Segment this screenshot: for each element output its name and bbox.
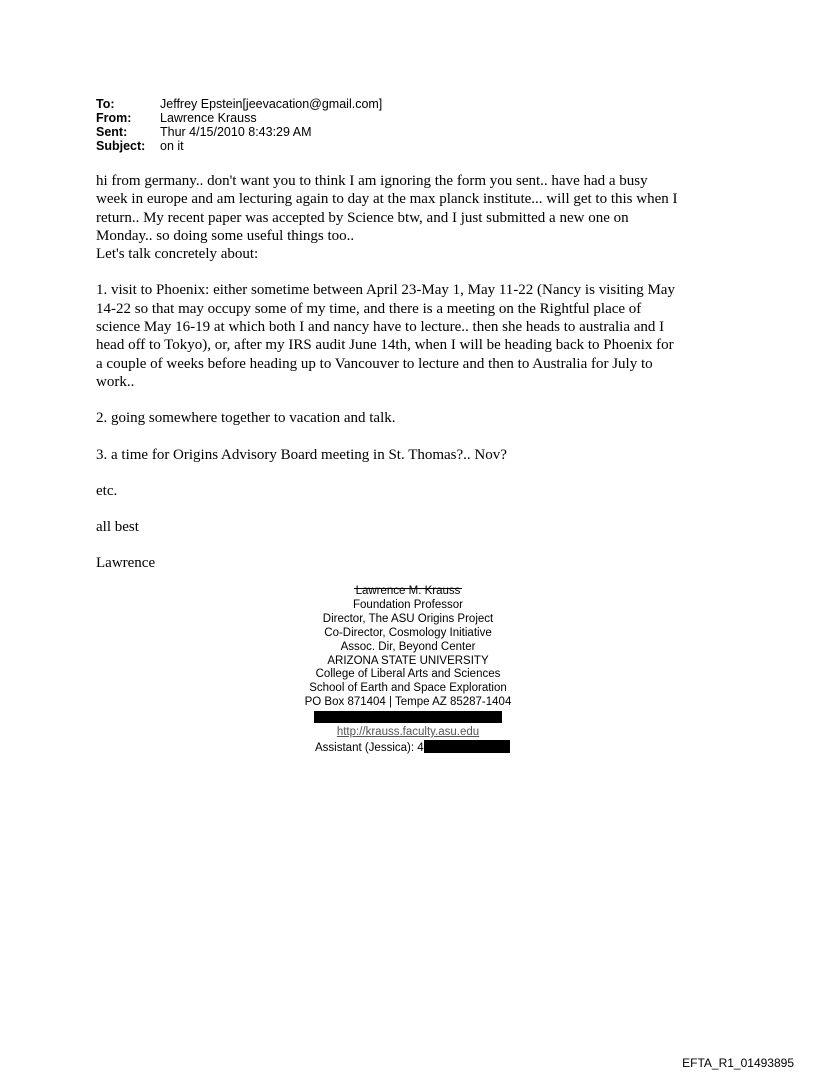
- subject-value: on it: [160, 139, 184, 153]
- redaction-bar: [424, 740, 510, 753]
- email-body: [96, 172, 726, 573]
- closing-paragraph: all best: [96, 519, 139, 536]
- item2-paragraph: 2. going somewhere together to vacation and talk.: [96, 410, 396, 427]
- body-line: week in europe and am lecturing again to day at the max planck institute... will get to this when I: [96, 191, 678, 208]
- item1-line: head off to Tokyo), or, after my IRS audit June 14th, when I will be heading back to Phoenix for: [96, 337, 674, 354]
- to-value: Jeffrey Epstein[jeevacation@gmail.com]: [160, 97, 383, 111]
- header-from-row: [96, 111, 382, 125]
- website-link[interactable]: http://krauss.faculty.asu.edu: [336, 726, 480, 739]
- item1-line: work..: [96, 373, 135, 390]
- sent-label: Sent:: [96, 125, 128, 139]
- assistant-label: Assistant (Jessica): 4: [315, 742, 424, 755]
- header-subject-row: [96, 139, 382, 153]
- signature-role: Co-Director, Cosmology Initiative: [324, 626, 492, 639]
- item1-line: a couple of weeks before heading up to Vancouver to lecture and then to Australia for July to: [96, 355, 653, 372]
- body-line: return.. My recent paper was accepted by Science btw, and I just submitted a new one on: [96, 209, 629, 226]
- item1-line: 14-22 so that may occupy some of my time, and there is a meeting on the Rightful place of: [96, 300, 642, 317]
- signature-college: College of Liberal Arts and Sciences: [315, 668, 501, 681]
- item3-paragraph: 3. a time for Origins Advisory Board meeting in St. Thomas?.. Nov?: [96, 446, 507, 463]
- body-line: Monday.. so doing some useful things too..: [96, 227, 355, 244]
- item1-line: science May 16-19 at which both I and nancy have to lecture.. then she heads to australia and I: [96, 319, 665, 336]
- subject-label: Subject:: [96, 139, 146, 153]
- from-value: Lawrence Krauss: [160, 111, 257, 125]
- header-to-row: [96, 97, 382, 111]
- signature-website-row: [258, 726, 558, 740]
- item1-line: 1. visit to Phoenix: either sometime between April 23-May 1, May 11-22 (Nancy is visiting May: [96, 282, 675, 299]
- signature-role: Assoc. Dir, Beyond Center: [340, 640, 476, 653]
- sender-name: Lawrence: [96, 555, 156, 572]
- signature-school: School of Earth and Space Exploration: [309, 682, 507, 695]
- body-line: Let's talk concretely about:: [96, 246, 259, 263]
- signature-block: [258, 580, 558, 756]
- email-header: [96, 97, 382, 153]
- header-sent-row: [96, 125, 382, 139]
- signature-title: Foundation Professor: [353, 598, 463, 611]
- signature-rule: [354, 588, 462, 589]
- from-label: From:: [96, 111, 132, 125]
- signature-role: Director, The ASU Origins Project: [322, 612, 494, 625]
- to-label: To:: [96, 97, 115, 111]
- body-line: hi from germany.. don't want you to think I am ignoring the form you sent.. have had a busy: [96, 173, 648, 189]
- etc-paragraph: etc.: [96, 482, 118, 499]
- signature-university: ARIZONA STATE UNIVERSITY: [327, 654, 489, 667]
- redaction-bar: [314, 711, 502, 723]
- sent-value: Thur 4/15/2010 8:43:29 AM: [160, 125, 312, 139]
- document-id: EFTA_R1_01493895: [682, 1056, 794, 1070]
- signature-address: PO Box 871404 | Tempe AZ 85287-1404: [304, 696, 512, 709]
- signature-assistant-row: [258, 740, 558, 756]
- signature-name: Lawrence M. Krauss: [355, 585, 461, 597]
